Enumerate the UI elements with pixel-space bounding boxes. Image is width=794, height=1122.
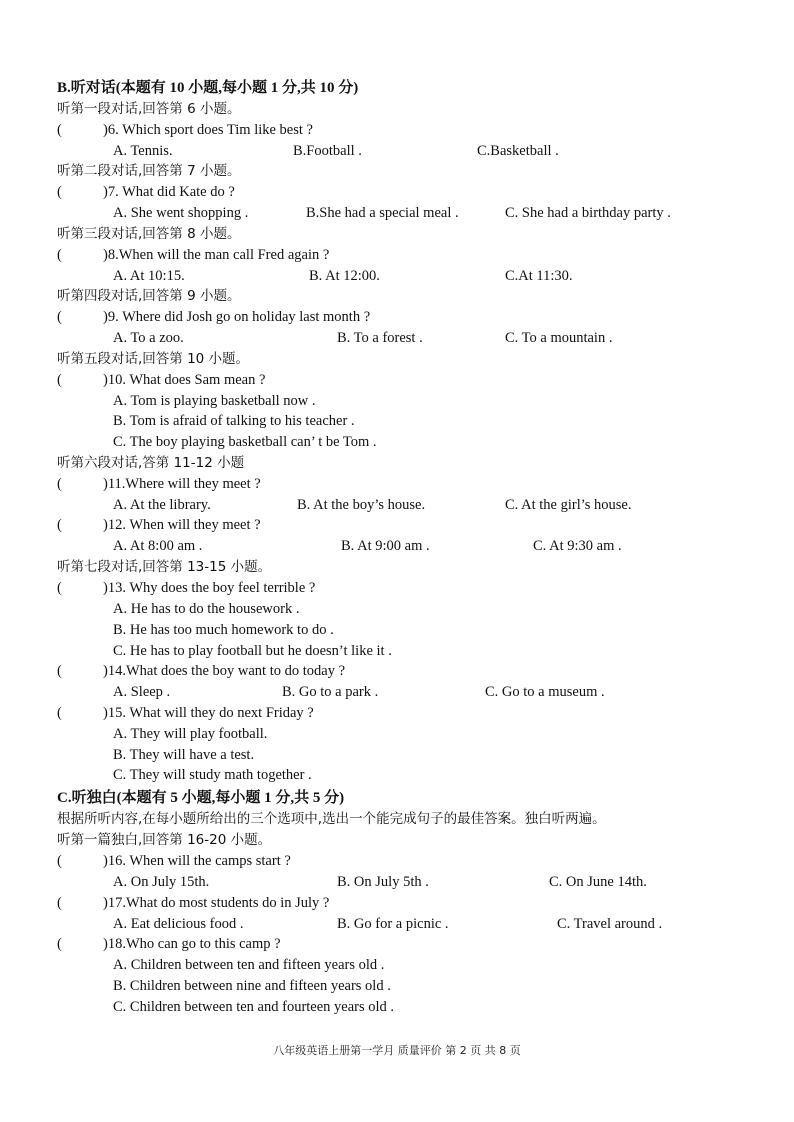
page-footer: 八年级英语上册第一学月 质量评价 第 2 页 共 8 页 — [273, 1044, 521, 1057]
option-c: C. She had a birthday party . — [505, 205, 671, 221]
option-c: C. He has to play football but he doesn’t like it . — [113, 643, 392, 659]
option-c: C. Travel around . — [557, 916, 663, 932]
option-b: B. To a forest . — [337, 330, 423, 346]
question-text: )12. When will they meet ? — [103, 517, 261, 533]
option-b: B. Go for a picnic . — [337, 916, 449, 932]
question-text: )11.Where will they meet ? — [103, 476, 261, 492]
option-b: B. They will have a test. — [113, 747, 255, 763]
option-c: C. At the girl’s house. — [505, 497, 632, 513]
option-a: A. They will play football. — [113, 726, 268, 742]
option-c: C. Children between ten and fourteen years old . — [113, 999, 395, 1015]
option-a: A. She went shopping . — [113, 205, 249, 221]
option-b: B. He has too much homework to do . — [113, 622, 334, 638]
answer-bracket[interactable]: ( — [57, 705, 62, 721]
answer-bracket[interactable]: ( — [57, 476, 62, 492]
option-a: A. At 10:15. — [113, 268, 185, 284]
option-c: C. They will study math together . — [113, 767, 312, 783]
option-c: C.At 11:30. — [505, 268, 573, 284]
answer-bracket[interactable]: ( — [57, 517, 62, 533]
question-text: )15. What will they do next Friday ? — [103, 705, 314, 721]
option-a: A. Eat delicious food . — [113, 916, 244, 932]
answer-bracket[interactable]: ( — [57, 663, 62, 679]
option-a: A. He has to do the housework . — [113, 601, 300, 617]
option-a: A. At 8:00 am . — [113, 538, 203, 554]
option-a: A. Tennis. — [113, 143, 173, 159]
option-a: A. Children between ten and fifteen years old . — [113, 957, 385, 973]
question-text: )14.What does the boy want to do today ? — [103, 663, 346, 679]
option-b: B. Children between nine and fifteen years old . — [113, 978, 391, 994]
option-c: C.Basketball . — [477, 143, 559, 159]
question-text: )6. Which sport does Tim like best ? — [103, 122, 313, 138]
option-c: C. The boy playing basketball can’ t be Tom . — [113, 434, 377, 450]
question-text: )9. Where did Josh go on holiday last month ? — [103, 309, 371, 325]
answer-bracket[interactable]: ( — [57, 309, 62, 325]
option-b: B.Football . — [293, 143, 362, 159]
answer-bracket[interactable]: ( — [57, 853, 62, 869]
answer-bracket[interactable]: ( — [57, 372, 62, 388]
option-b: B. At 12:00. — [309, 268, 380, 284]
answer-bracket[interactable]: ( — [57, 122, 62, 138]
question-text: )7. What did Kate do ? — [103, 184, 235, 200]
answer-bracket[interactable]: ( — [57, 184, 62, 200]
option-b: B.She had a special meal . — [306, 205, 459, 221]
question-text: )17.What do most students do in July ? — [103, 895, 330, 911]
question-text: )13. Why does the boy feel terrible ? — [103, 580, 316, 596]
option-a: A. Sleep . — [113, 684, 171, 700]
option-b: B. On July 5th . — [337, 874, 429, 890]
answer-bracket[interactable]: ( — [57, 936, 62, 952]
exam-page: B.听对话(本题有 10 小题,每小题 1 分,共 10 分) 听第一段对话,回答第 6 小题。 ( )6. Which sport does Tim like best ? A. Tennis. B.Football . C.Basketball . 听第二段对话,回答第 7 小题。 ( )7. What did Kate do ? A. She went shopping . B.She had a special meal . C. She had a birthday party . 听第三段对话,回答第 8 小题。 ( )8.When will the man call Fred again ? A. At 10:15. B. At 12:00. C.At 11:30. 听第四段对话,回答第 9 小题。 ( )9. Where did Josh go on holiday last month ? A. To a zoo. B. To a forest . C. To a mountain . 听第五段对话,回答第 10 小题。 ( )10. What does Sam mean ? A. Tom is playing basketball now . B. Tom is afraid of talking to his teacher . C. The boy playing basketball can’ t be Tom . 听第六段对话,答第 11-12 小题 ( )11.Where will they meet ? A. At the library. B. At the boy’s house. C. At the girl’s house. ( )12. When will they meet ? A. At 8:00 am . B. At 9:00 am . C. At 9:30 am . 听第七段对话,回答第 13-15 小题。 ( )13. Why does the boy feel terrible ? A. He has to do the housework . B. He has too much homework to do . C. He has to play football but he doesn’t like it . ( )14.What does the boy want to do today ? A. Sleep . B. Go to a park . C. Go to a museum . ( )15. What will they do next Friday ? A. They will play football. B. They will have a test. C. They will study math together . C.听独白(本题有 5 小题,每小题 1 分,共 5 分) 根据所听内容,在每小题所给出的三个选项中,选出一个能完成句子的最佳答案。独白听两遍。 听第一篇独白,回答第 16-20 小题。 ( )16. When will the camps start ? A. On July 15th. B. On July 5th . C. On June 14th. ( )17.What do most students do in July ? A. Eat delicious food . B. Go for a picnic . C. Travel around . ( )18.Who can go to this camp ? A. Children between ten and fifteen years old . B. Children between nine and fifteen years old . C. Children between ten and fourteen years old . 八年级英语上册第一学月 质量评价 第 2 页 共 8 页 — [0, 0, 794, 1122]
question-text: )18.Who can go to this camp ? — [103, 936, 281, 952]
option-a: A. To a zoo. — [113, 330, 184, 346]
option-a: A. Tom is playing basketball now . — [113, 393, 316, 409]
option-c: C. Go to a museum . — [485, 684, 605, 700]
option-b: B. Go to a park . — [282, 684, 379, 700]
answer-bracket[interactable]: ( — [57, 247, 62, 263]
option-a: A. At the library. — [113, 497, 211, 513]
answer-bracket[interactable]: ( — [57, 580, 62, 596]
option-c: C. To a mountain . — [505, 330, 613, 346]
option-b: B. At the boy’s house. — [297, 497, 426, 513]
question-text: )10. What does Sam mean ? — [103, 372, 266, 388]
option-c: C. On June 14th. — [549, 874, 647, 890]
option-c: C. At 9:30 am . — [533, 538, 622, 554]
question-text: )8.When will the man call Fred again ? — [103, 247, 330, 263]
question-text: )16. When will the camps start ? — [103, 853, 291, 869]
option-a: A. On July 15th. — [113, 874, 210, 890]
answer-bracket[interactable]: ( — [57, 895, 62, 911]
option-b: B. At 9:00 am . — [341, 538, 430, 554]
option-b: B. Tom is afraid of talking to his teacher . — [113, 413, 355, 429]
